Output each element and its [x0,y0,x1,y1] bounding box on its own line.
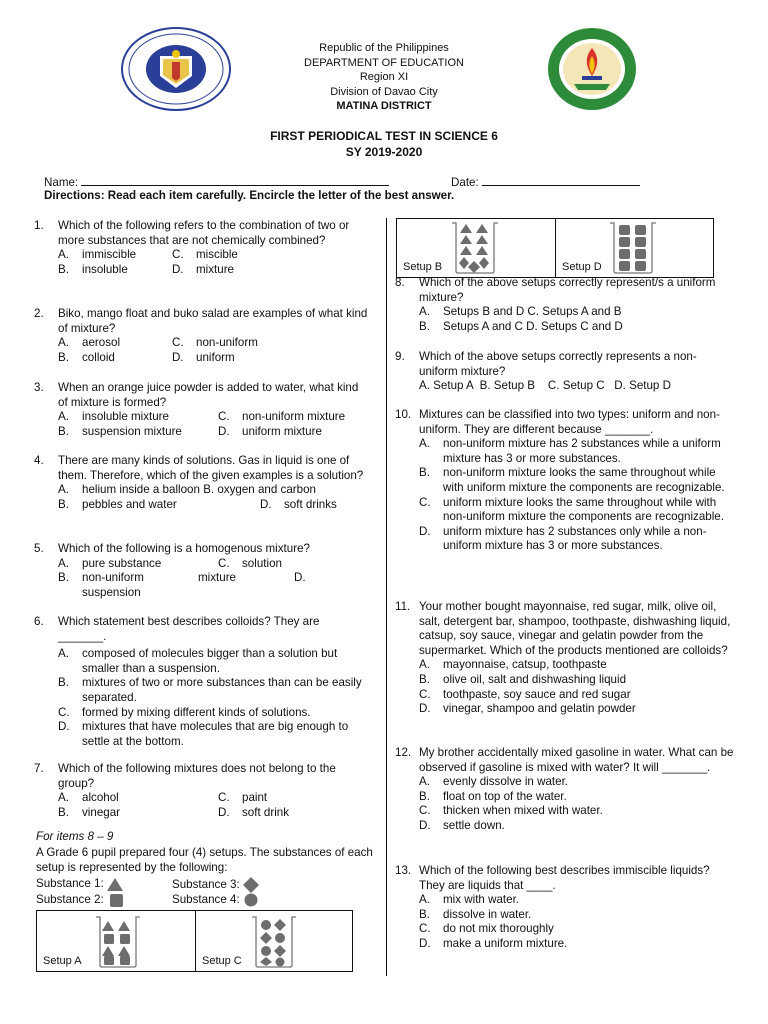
option-a[interactable]: A. mix with water. [419,893,520,907]
setup-a [37,911,195,971]
option-b-inline[interactable]: B. oxygen and carbon [203,483,316,497]
question-text: Which of the following is a homogenous mixture? [58,542,310,555]
square-icon [110,894,124,907]
setup-a-label: Setup A [43,955,82,968]
letterhead-line-1: Republic of the Philippines [319,42,449,54]
question-text: Which of the following mixtures does not belong to the group? [58,762,336,790]
option-b[interactable]: B. colloid [58,350,115,364]
option-d[interactable]: D. settle down. [419,818,505,832]
option-c[interactable]: C. non-uniform mixture [218,410,346,424]
option-b-cont: mixture [198,571,237,585]
question-text: Which of the above setups correctly represent/s a uniform mixture? [419,276,716,304]
question-number: 13. [395,864,412,877]
question-8 [395,276,735,334]
diamond-icon [243,877,259,893]
option-a[interactable]: A. Setups B and D C. Setups A and B [419,305,622,319]
option-d[interactable]: D. uniform mixture has 2 substances only while a non-uniform mixture has 3 or more substances. [419,524,707,553]
substance-2: Substance 2: [36,893,124,908]
beaker-a [94,915,142,969]
option-b[interactable]: B. pebbles and water [58,497,177,511]
question-text: Biko, mango float and buko salad are examples of what kind of mixture? [58,307,368,335]
items-8-9-intro: A Grade 6 pupil prepared four (4) setups. The substances of each setup is represented by the following: [36,846,373,874]
question-10 [395,408,737,554]
question-1 [34,219,370,277]
question-number: 5. [34,542,44,555]
option-d[interactable]: D. uniform [172,350,235,364]
option-b[interactable]: B. suspension mixture [58,424,182,438]
name-blank[interactable] [81,174,389,186]
option-c[interactable]: C. do not mix thoroughly [419,922,554,936]
setup-b [397,219,555,277]
name-label: Name: [44,176,79,189]
setup-b-label: Setup B [403,261,443,274]
question-4 [34,454,370,512]
beaker-b [450,221,500,275]
option-b[interactable]: B. insoluble [58,262,128,276]
option-b[interactable]: B. non-uniform [58,571,144,585]
option-c[interactable]: C. solution [218,556,282,570]
option-b[interactable]: B. dissolve in water. [419,907,532,921]
option-b[interactable]: B. Setups A and C D. Setups C and D [419,319,623,333]
letterhead [0,41,768,114]
question-number: 1. [34,219,44,232]
letterhead-line-2: DEPARTMENT OF EDUCATION [304,56,464,69]
option-c[interactable]: C. uniform mixture looks the same throughout while with non-uniform mixture the components are recognizable. [419,495,724,524]
option-c[interactable]: C. miscible [172,248,238,262]
question-12 [395,746,735,834]
letterhead-line-4: Division of Davao City [330,85,438,98]
setups-b-d-box [396,218,714,278]
option-a[interactable]: A. mayonnaise, catsup, toothpaste [419,658,607,672]
question-number: 8. [395,276,405,289]
question-text: Which of the following refers to the combination of two or more substances that are not chemically combined? [58,219,350,247]
circle-icon [244,893,258,907]
substance-4: Substance 4: [172,893,258,908]
setup-c-label: Setup C [202,955,242,968]
setup-d [555,219,714,277]
setups-a-c-box [36,910,353,972]
options-line[interactable]: A. Setup A B. Setup B C. Setup C D. Setup D [419,379,671,393]
option-a[interactable]: A. evenly dissolve in water. [419,775,569,789]
option-b[interactable]: B. float on top of the water. [419,789,567,803]
question-number: 11. [395,600,411,613]
option-d[interactable]: D. vinegar, shampoo and gelatin powder [419,702,636,716]
beaker-d [608,221,658,275]
option-c[interactable]: C. paint [218,791,268,805]
question-number: 10. [395,408,412,421]
question-3 [34,381,370,439]
option-c[interactable]: C. thicken when mixed with water. [419,804,603,818]
question-number: 7. [34,762,44,775]
date-label: Date: [451,176,479,189]
question-number: 3. [34,381,44,394]
option-c[interactable]: C. formed by mixing different kinds of solutions. [58,705,311,719]
column-divider [386,218,387,976]
setup-d-label: Setup D [562,261,602,274]
date-blank[interactable] [482,174,640,186]
option-d[interactable]: D. mixtures that have molecules that are big enough to settle at the bottom. [58,720,349,748]
test-title-line-2: SY 2019-2020 [345,145,423,159]
substance-1: Substance 1: [36,877,123,892]
option-a[interactable]: A. aerosol [58,336,121,350]
question-7 [34,762,370,820]
question-text: Which of the following best describes immiscible liquids? They are liquids that ____. [419,864,710,892]
question-number: 6. [34,615,44,628]
option-c[interactable]: C. non-uniform [172,336,258,350]
question-11 [395,600,735,717]
option-d[interactable]: D. soft drink [218,805,290,819]
question-text: Which statement best describes colloids? They are _______. [58,615,320,643]
beaker-c [250,915,298,969]
option-b[interactable]: B. non-uniform mixture looks the same throughout while with uniform mixture the components are recognizable. [419,466,725,494]
option-b[interactable]: B. mixtures of two or more substances than can be easily separated. [58,676,362,704]
option-a[interactable]: A. helium inside a balloon B. oxygen and carbon [58,483,316,497]
letterhead-line-5: MATINA DISTRICT [336,100,432,112]
setup-c [195,911,353,971]
triangle-icon [107,878,123,891]
option-d[interactable]: D. uniform mixture [218,424,322,438]
question-6 [34,615,370,749]
option-a[interactable]: A. pure substance [58,556,162,570]
question-9 [395,350,735,394]
option-b[interactable]: B. olive oil, salt and dishwashing liquid [419,672,627,686]
option-a[interactable]: A. immiscible [58,248,137,262]
date-field[interactable] [451,174,640,191]
question-text: Which of the above setups correctly represents a non-uniform mixture? [419,350,697,378]
question-text: My brother accidentally mixed gasoline in water. What can be observed if gasoline is mixed with water? It will _______. [419,746,734,774]
letterhead-line-3: Region XI [359,71,409,83]
question-13 [395,864,735,952]
question-number: 12. [395,746,412,759]
items-8-9-heading: For items 8 – 9 [36,830,114,843]
option-d[interactable]: D. soft drinks [260,497,337,511]
question-number: 2. [34,307,44,320]
option-a[interactable]: A. non-uniform mixture has 2 substances while a uniform mixture has 3 or more substances. [419,437,721,465]
test-title [0,128,768,160]
question-text: There are many kinds of solutions. Gas in liquid is one of them. Therefore, which of the given examples is a solution? [58,454,364,482]
question-text: Your mother bought mayonnaise, red sugar, milk, olive oil, salt, detergent bar, shampoo, toothpaste, dishwashing liquid, catsup, soy sauce, vinegar and gelatin powder from the supermarket. Which of the products mentioned are colloids? [419,600,731,657]
question-number: 4. [34,454,44,467]
option-d-letter[interactable]: D. [294,571,306,585]
option-a[interactable]: A. insoluble mixture [58,410,169,424]
test-title-line-1: FIRST PERIODICAL TEST IN SCIENCE 6 [270,129,498,143]
option-c[interactable]: C. toothpaste, soy sauce and red sugar [419,687,631,701]
option-a[interactable]: A. composed of molecules bigger than a solution but smaller than a suspension. [58,647,338,675]
question-text: When an orange juice powder is added to water, what kind of mixture is formed? [58,381,359,409]
option-a[interactable]: A. alcohol [58,791,119,805]
option-d[interactable]: D. mixture [172,262,235,276]
question-number: 9. [395,350,405,363]
question-text: Mixtures can be classified into two types: uniform and non-uniform. They are different because _______. [419,408,720,436]
directions: Directions: Read each item carefully. Encircle the letter of the best answer. [44,189,455,202]
option-d-text[interactable]: suspension [82,585,141,599]
option-d[interactable]: D. make a uniform mixture. [419,936,568,950]
question-5 [34,542,370,600]
question-2 [34,307,370,365]
substance-3: Substance 3: [172,877,259,893]
option-b[interactable]: B. vinegar [58,805,121,819]
